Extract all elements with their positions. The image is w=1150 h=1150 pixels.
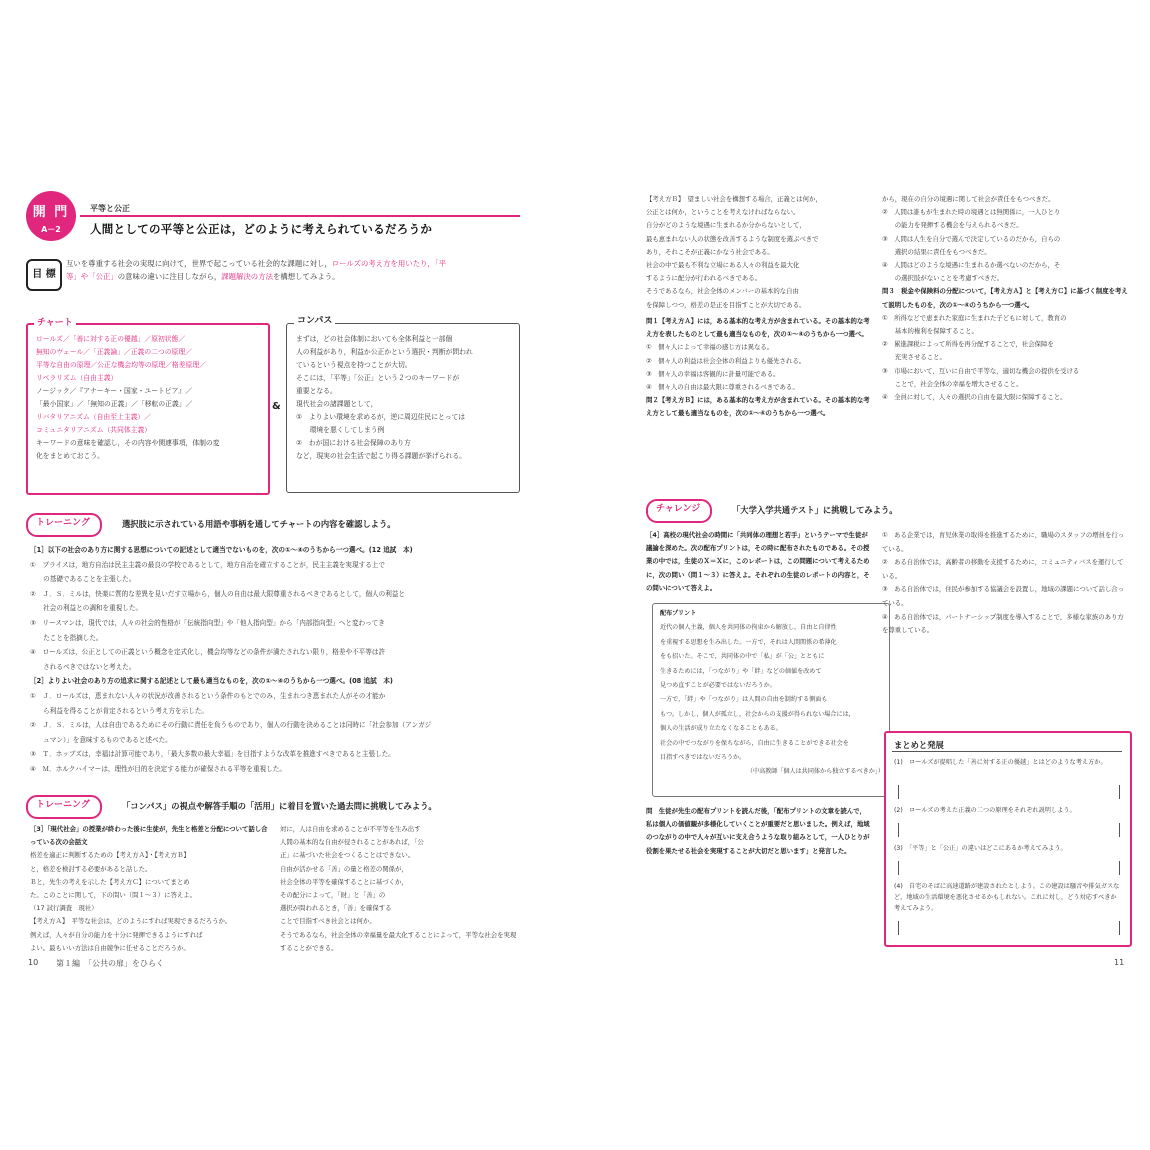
running-head: 第１編 「公共の扉」をひらく: [56, 959, 164, 968]
answer-bracket-2[interactable]: [898, 823, 1120, 837]
training-label: トレーニング: [26, 513, 102, 537]
summary-item-2: (2) ロールズの考えた正義の二つの原理をそれぞれ説明しよう。: [894, 807, 1076, 814]
answer-bracket-4[interactable]: [898, 921, 1120, 935]
left-page: [22, 183, 520, 973]
challenge-heading: 「大学入学共通テスト」に挑戦してみよう。: [732, 505, 898, 515]
right-page: [626, 183, 1128, 973]
answer-bracket-3[interactable]: [898, 861, 1120, 875]
summary-item-1: (1) ロールズが提唱した「善に対する正の優越」とはどのような考え方か。: [894, 759, 1107, 766]
chart-label: チャート: [34, 315, 76, 328]
answer-bracket-1[interactable]: [898, 785, 1120, 799]
badge-label: 開 門: [32, 205, 70, 220]
question-3-col1: ［3］「現代社会」の授業が終わった後に生徒が，先生と格差と分配について話し合っている次の会話文 格差を適正に判断するための【考え方Ａ】・【考え方Ｂ】 と，格差を検討する必要があると話した。 Ｂと，先生の考えを示した【考え方Ｃ】についてまとめ た。このことに関して，下の問い（問１～３）に答えよ。 （17 試行調査 現社） 【考え方Ａ】 平等な社会は，どのようにすれば実現できるだろうか。 例えば，人々が自分の能力を十分に発揮できるようにすれば よい。最もいい方法は自由競争に任せることだろうか。: [30, 825, 268, 952]
ampersand: &: [272, 401, 281, 412]
badge-code: A－2: [41, 225, 61, 234]
goal-label: 目 標: [26, 259, 62, 291]
challenge-label: チャレンジ: [646, 499, 712, 523]
compass-label: コンパス: [294, 313, 335, 326]
page-number-right: 11: [1114, 958, 1125, 967]
right-question-5-options: ① ある企業では，育児休業の取得を推進するために，職場のスタッフの増員を行っている。 ② ある自治体では，高齢者の移動を支援するために，コミュニティバスを運行している。 ③ ある自治体では，住民が参加する協議会を設置し，地域の課題について話し合っている。 ④ ある自治体では，パートナーシップ制度を導入することで，多様な家族のあり方を尊重している。: [882, 531, 1125, 635]
page-number-left: 10: [28, 958, 39, 967]
view-b-text: 【考え方Ｂ】 望ましい社会を構想する場合，正義とは何か， 公正とは何か，ということを考えなければならない。 自分がどのような境遇に生まれるか分からないとして， 最も恵まれない人の状態を改善するような制度を選ぶべきで あり，それこそが正義にかなう社会である。 社会の中で最も不利な立場にある人々の利益を最大化 するように配分が行われるべきである。 そうであるなら，社会全体のメンバーの基本的な自由 を保障しつつ，格差の是正を目指すことが大切である。: [646, 195, 822, 309]
question-3-col2: 対に，人は自由を求めることが不平等を生み出す 人間の基本的な自由が侵されることがあれば，「公 正」に基づいた社会をつくることはできない。 自由が活かせる「善」の量と格差の関係が， 社会全体の平等を確保することに基づくか， その配分によって，「財」と「善」の 選択が問われるとき，「善」を確保する ことで目指すべき社会とは何か。 そうであるなら，社会全体の幸福量を最大化することによって，平等な社会を実現することができる。: [280, 825, 517, 952]
section-badge: [26, 191, 76, 241]
summary-rule: [892, 751, 1122, 752]
right-question-5: 問 生徒が先生の配布プリントを読んだ後，「配布プリントの文章を読んで，私は個人の価値観が多様化していくことが重要だと思いました。例えば，地域のつながりの中で人々が互いに支え合うような取り組みとして，一人ひとりが役割を果たせる社会を実現することが大切だと思います」と発言した。: [646, 807, 870, 855]
handout-text: 配布プリント 近代の個人主義，個人を共同体の拘束から解放し，自由と自律性 を重視する思想を生み出した。一方で，それは人間関係の希薄化 をも招いた。そこで，共同体の中で「私」が「公」とともに 生きるためには，「つながり」や「絆」などの価値を改めて 見つめ直すことが必要ではないだろうか。 一方で，「絆」や「つながり」は人間の自由を制約する側面も もつ。しかし，個人が孤立し，社会からの支援が得られない場合には， 個人の生活が成り立たなくなることもある。 社会の中でつながりを保ちながら，自由に生きることができる社会を 目指すべきではないだろうか。 （中高教師「個人は共同体から独立するべきか」）: [660, 610, 884, 776]
training-label-2: トレーニング: [26, 795, 102, 819]
title-rule: [80, 215, 520, 217]
summary-item-3: (3) 「平等」と「公正」の違いはどこにあるか考えてみよう。: [894, 845, 1067, 852]
topic-label: 平等と公正: [90, 204, 130, 213]
question-1: ［1］以下の社会のあり方に関する思想についての記述として適当でないものを，次の①～④のうちから一つ選べ。(12 追試 本) ① ブライスは，地方自治は民主主義の最良の学校であるとして，地方自治を確立することが，民主主義を実現する上で の基礎であることを主張した。 ② Ｊ．Ｓ．ミルは，快楽に質的な差異を見いだす立場から，個人の自由は最大限尊重されるべきであるとして，個人の利益と 社会の利益との調和を重視した。 ③ リースマンは，現代では，人々の社会的性格が「伝統指向型」や「他人指向型」から「内部指向型」へと変わってき たことを指摘した。 ④ ロールズは，公正としての正義という概念を定式化し，機会均等などの条件が満たされない限り，格差や不平等は許 されるべきではないと考えた。 ［2］よりよい社会のあり方の追求に関する記述として最も適当なものを，次の①～④のうちから一つ選べ。(08 追試 本) ① Ｊ．ロールズは，恵まれない人々の状況が改善されるという条件のもとでのみ，生まれつき恵まれた人がその才能か ら利益を得ることが肯定されるという考え方を示した。 ② Ｊ．Ｓ．ミルは，人は自由であるためにその行動に責任を負うものであり，個人の行動を決めることは同時に「社会参加（アンガジ ュマン）」を意味するものであると述べた。 ③ Ｔ．ホッブズは，幸福は計算可能であり，「最大多数の最大幸福」を目指すような改革を推進すべきであると主張した。 ④ Ｍ．ホルクハイマーは，理性が目的を決定する能力が確保される平等を重視した。: [30, 546, 432, 773]
chart-text: ロールズ／「善に対する正の優越」／原初状態／ 無知のヴェール／「正義論」／正義の二つの原理／ 平等な自由の原理／公正な機会均等の原理／格差原理／ リベラリズム（自由主義） ノージック／『アナーキー・国家・ユートピア』／ 「最小国家」／「無知の正義」／「移転の正義」／ リバタリアニズム（自由至上主義）／ コミュニタリアニズム（共同体主義） キーワードの意味を確認し，その内容や関連事項，体制の変 化をまとめておこう。: [36, 335, 220, 460]
right-col2-options: から，現在の自分の境遇に関して社会が責任をもつべきだ。 ② 人間は誰もが生まれた時の境遇とは無関係に，一人ひとり の能力を発揮する機会を与えられるべきだ。 ③ 人間は人生を自分で選んで決定しているのだから，自らの 選択の結果に責任をもつべきだ。 ④ 人間はどのような境遇に生まれるか選べないのだから，そ の選択肢がないことを考慮すべきだ。 問３ 税金や保険料の分配について，【考え方Ａ】と【考え方Ｃ】に基づく制度を考えて説明したものを，次の①～④のうちから一つ選べ。 ① 所得などで恵まれた家庭に生まれた子どもに対して，教育の 基本的権利を保障すること。 ② 累進課税によって所得を再分配することで，社会保障を 充実させること。 ③ 市場において，互いに自由で平等な，適切な機会の提供を受ける ことで，社会全体の幸福を増大させること。 ④ 全員に対して，人々の選択の自由を最大限に保障すること。: [882, 195, 1128, 402]
training-heading-2: 「コンパス」の視点や解答手順の「活用」に着目を置いた過去問に挑戦してみよう。: [122, 801, 437, 811]
training-heading: 選択肢に示されている用語や事柄を通してチャートの内容を確認しよう。: [122, 519, 396, 529]
right-question-4: ［4］高校の現代社会の時間に「共同体の理想と若手」というテーマで生徒が議論を深めた。次の配布プリントは，その時に配布されたものである。その授業の中では，生徒のＸ＝Ｘに，このレポートは，この問題について考えるために，次の問い（問１～３）に答えよ。それぞれの生徒のレポートの内容と，その問いについて答えよ。: [646, 531, 870, 592]
goal-text: 互いを尊重する社会の実現に向けて，世界で起こっている社会的な課題に対し，ロールズの考え方を用いたり，「平 等」や「公正」の意味の違いに注目しながら，課題解決の方法を構想してみよう。: [66, 259, 446, 282]
right-question-1: 問１【考え方Ａ】には，ある基本的な考え方が含まれている。その基本的な考え方を表したものとして最も適当なものを，次の①～④のうちから一つ選べ。 ① 個々人によって幸福の感じ方は異なる。 ② 個々人の利益は社会全体の利益よりも優先される。 ③ 個々人の幸福は客観的に計量可能である。 ④ 個々人の自由は最大限に尊重されるべきである。 問２【考え方Ｂ】には，ある基本的な考え方が含まれている。その基本的な考え方として最も適当なものを，次の①～④のうちから一つ選べ。: [646, 317, 870, 418]
summary-label: まとめと発展: [894, 740, 944, 750]
summary-item-4: (4) 自宅のそばに高速道路が建設されたとしよう。この建設は騒音や排気ガスなど，地域の生活環境を悪化させるかもしれない。これに対し，どう対応すべきか考えてみよう。: [894, 883, 1120, 912]
compass-text: まずは，どの社会体制においても全体利益と一部個 人の利益があり，利益か公正かという選択・判断が問われ ているという視点を持つことが大切。 そこには，「平等」「公正」という２つのキーワードが 重要となる。 現代社会の諸課題として， ① よりよい環境を求めるが，逆に周辺住民にとっては 環境を悪くしてしまう例 ② わが国における社会保障のあり方 など，現実の社会生活で起こり得る課題が挙げられる。: [296, 335, 473, 460]
page-title: 人間としての平等と公正は，どのように考えられているだろうか: [90, 222, 433, 236]
book-spread: [22, 183, 1128, 973]
